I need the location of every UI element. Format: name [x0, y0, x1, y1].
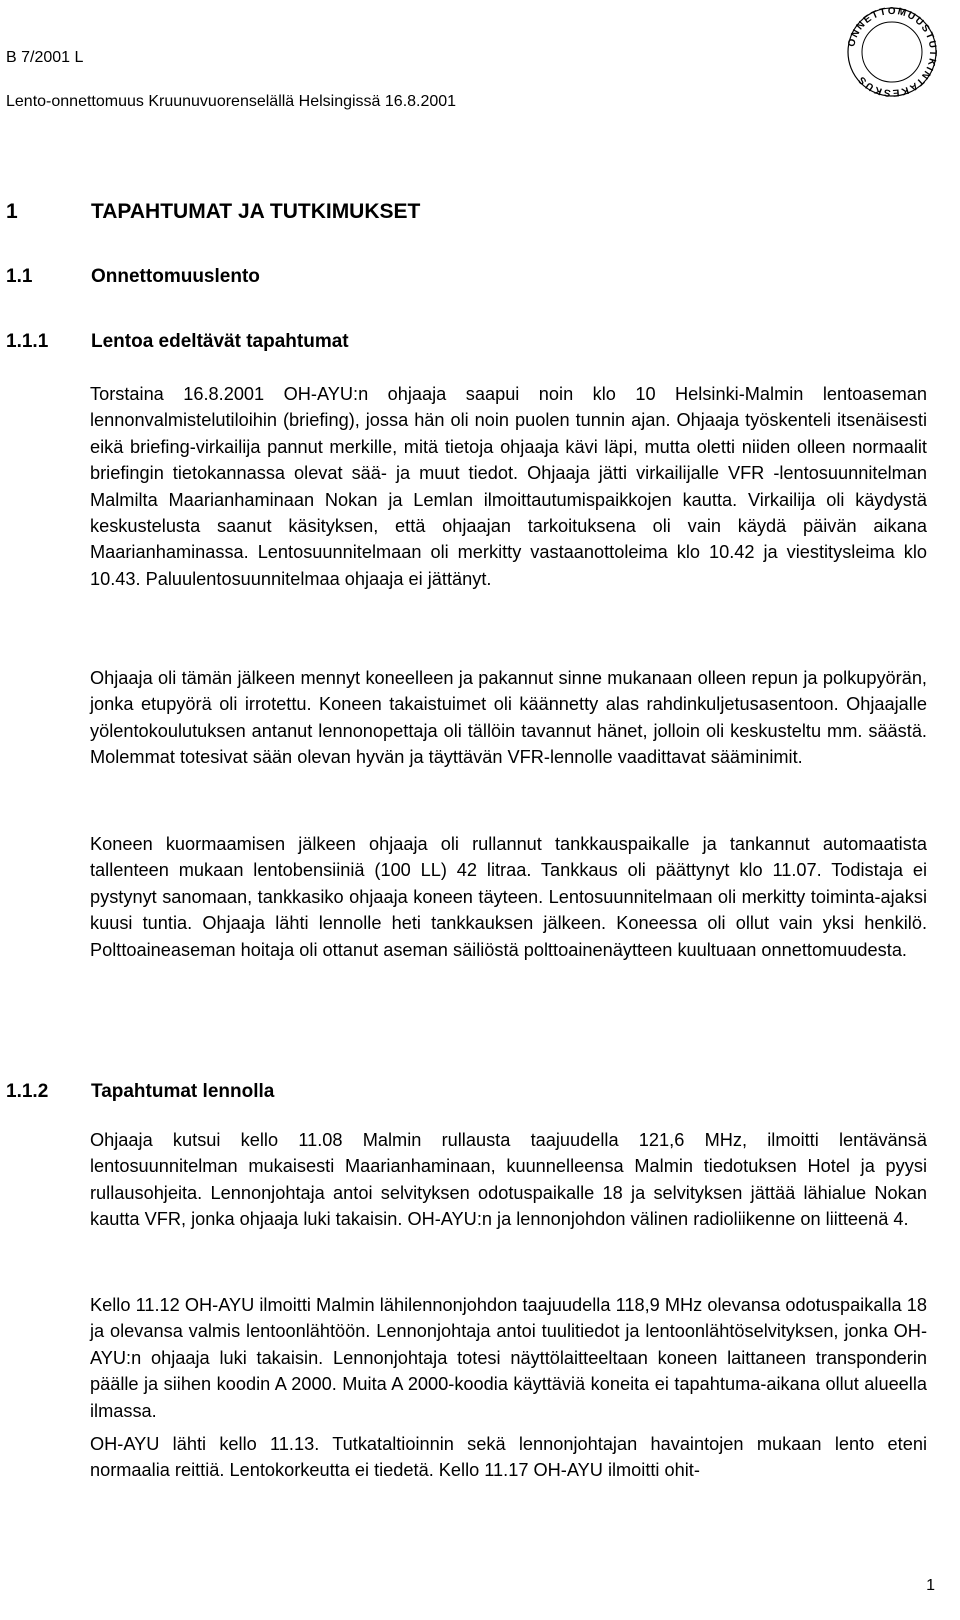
paragraph: Torstaina 16.8.2001 OH-AYU:n ohjaaja saapui noin klo 10 Helsinki-Malmin lentoaseman lennonvalmistelutiloihin (briefing), jossa hän oli noin puolen tunnin ajan. Ohjaaja työskenteli itsenäisesti eikä briefing-virkailija pannut merkille, mitä tietoja ohjaaja kävi läpi, mutta oletti niiden olleen normaalit briefingin tietokannassa olevat sää- ja muut tiedot. Ohjaaja jätti virkailijalle VFR -lentosuunnitelman Malmilta Maarianhaminaan Nokan ja Lemlan ilmoittautumispaikkojen kautta. Virkailija oli käydystä keskustelusta saanut käsityksen, että ohjaajan tarkoituksena oli vain käydä päivän aikana Maarianhaminassa. Lentosuunnitelmaan oli merkitty vastaanottoleima klo 10.42 ja viestitysleima klo 10.43. Paluulentosuunnitelmaa ohjaaja ei jättänyt. [90, 384, 927, 589]
report-subtitle: Lento-onnettomuus Kruunuvuorenselällä Helsingissä 16.8.2001 [6, 93, 457, 110]
heading-number: 1.1.1 [6, 331, 49, 352]
heading-text: Onnettomuuslento [91, 266, 260, 287]
heading-number: 1.1 [6, 266, 33, 287]
paragraph: Kello 11.12 OH-AYU ilmoitti Malmin lähilennonjohdon taajuudella 118,9 MHz olevansa odotuspaikalla 18 ja olevansa valmis lentoonlähtöön. Lennonjohtaja antoi tuulitiedot ja lentoonlähtöselvityksen, jonka OH-AYU:n ohjaaja luki takaisin. Lennonjohtaja totesi näyttölaitteeltaan koneen laittaneen transponderin päälle ja siihen koodin A 2000. Muita A 2000-koodia käyttäviä koneita ei tapahtuma-aikana ollut alueella ilmassa. [90, 1295, 927, 1421]
paragraph: Ohjaaja kutsui kello 11.08 Malmin rullausta taajuudella 121,6 MHz, ilmoitti lentävänsä lentosuunnitelman mukaisesti Maarianhaminaan, kuunnelleensa Malmin tiedotuksen Hotel ja pyysi rullausohjeita. Lennonjohtaja antoi selvityksen odotuspaikalle 18 ja selvityksen jättää lähialue Nokan kautta VFR, jonka ohjaaja luki takaisin. OH-AYU:n ja lennonjohdon välinen radioliikenne on liitteenä 4. [90, 1130, 927, 1230]
heading-number: 1 [6, 200, 18, 223]
report-id: B 7/2001 L [6, 49, 84, 66]
section-heading-1-1-2 [6, 1081, 274, 1103]
heading-text: TAPAHTUMAT JA TUTKIMUKSET [91, 200, 421, 223]
heading-number: 1.1.2 [6, 1081, 49, 1102]
heading-text: Tapahtumat lennolla [91, 1081, 275, 1102]
logo-ring-text: ONNETTOMUUSTUTKINTAKESKUS [846, 5, 939, 99]
logo-seal-icon [824, 0, 960, 106]
svg-text:ONNETTOMUUSTUTKINTAKESKUS [846, 6, 938, 98]
page-number: 1 [926, 1577, 935, 1594]
section-heading-1-1 [6, 266, 260, 288]
paragraph: Koneen kuormaamisen jälkeen ohjaaja oli rullannut tankkauspaikalle ja tankannut automaatista tallenteen mukaan lentobensiiniä (100 LL) 42 litraa. Tankkaus oli päättynyt klo 11.07. Todistaja ei pystynyt sanomaan, tankkasiko ohjaaja koneen täyteen. Lentosuunnitelmaan oli merkitty toiminta-ajaksi kuusi tuntia. Ohjaaja lähti lennolle heti tankkauksen jälkeen. Koneessa oli ollut vain yksi henkilö. Polttoaineaseman hoitaja oli ottanut aseman säiliöstä polttoainenäytteen kuultuaan onnettomuudesta. [90, 834, 927, 960]
section-heading-1-1-1 [6, 331, 349, 353]
paragraph: Ohjaaja oli tämän jälkeen mennyt koneelleen ja pakannut sinne mukanaan olleen repun ja polkupyörän, jonka etupyörä oli irrotettu. Koneen takaistuimet oli käännetty alas rahdinkuljetusasentoon. Ohjaajalle yölentokoulutuksen antanut lennonopettaja oli tällöin tavannut hänet, jolloin oli keskusteltu mm. säästä. Molemmat totesivat sään olevan hyvän ja täyttävän VFR-lennolle vaadittavat sääminimit. [90, 668, 927, 768]
investigation-board-logo [824, 0, 960, 106]
section-heading-1 [6, 200, 420, 224]
paragraph: OH-AYU lähti kello 11.13. Tutkataltioinnin sekä lennonjohtajan havaintojen mukaan lento eteni normaalia reittiä. Lentokorkeutta ei tiedetä. Kello 11.17 OH-AYU ilmoitti ohit- [90, 1434, 927, 1481]
heading-text: Lentoa edeltävät tapahtumat [91, 331, 349, 352]
